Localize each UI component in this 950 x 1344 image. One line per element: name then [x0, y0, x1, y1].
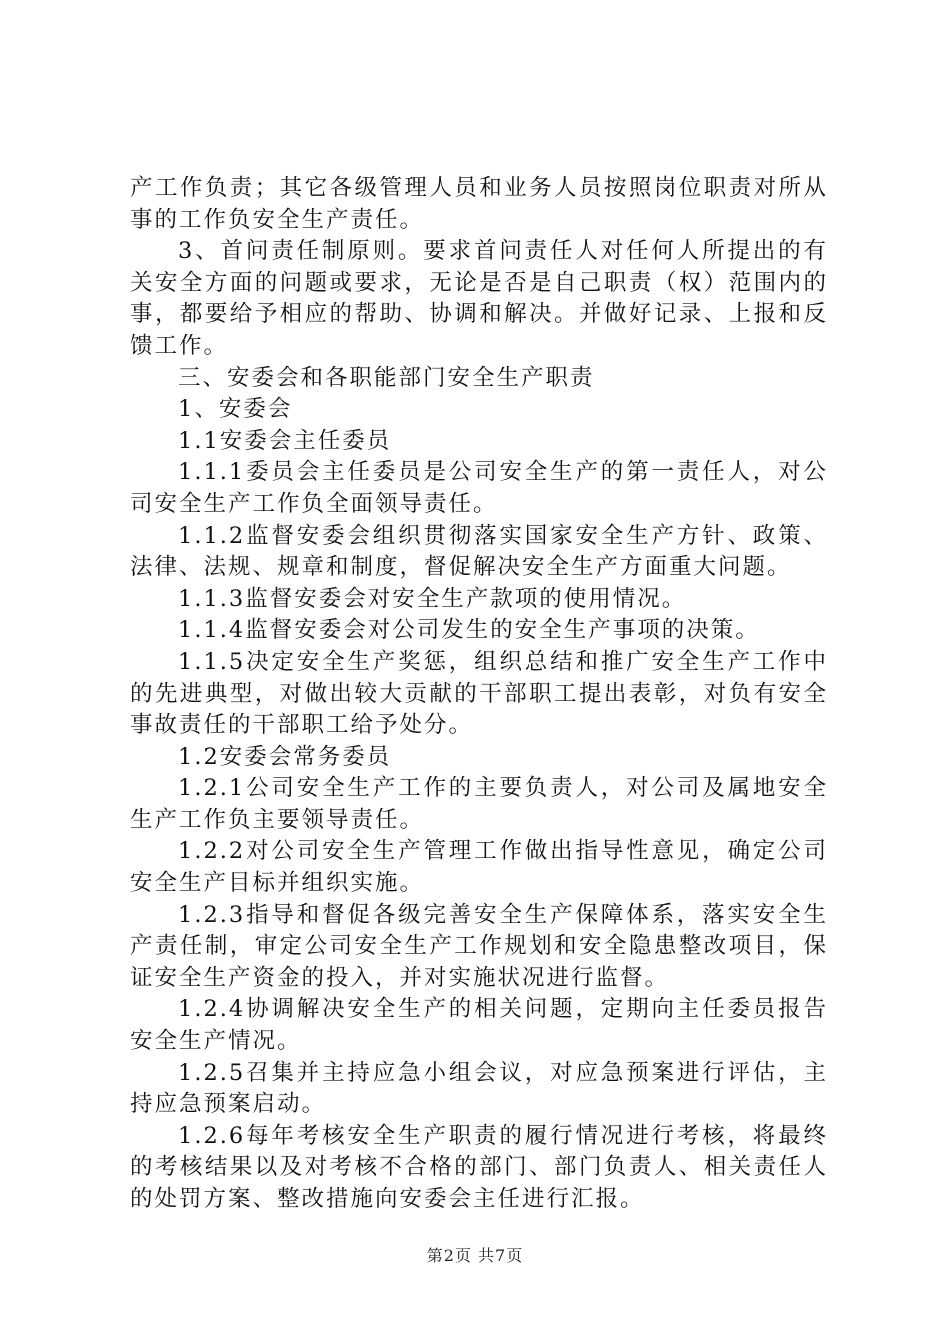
section-heading: 三、安委会和各职能部门安全生产职责	[178, 364, 595, 391]
paragraph: 1.2.1公司安全生产工作的主要负责人，对公司及属地安全生产工作负主要领导责任。	[130, 775, 828, 833]
subsection-heading: 1、安委会	[178, 396, 293, 423]
paragraph: 1.1.5决定安全生产奖惩，组织总结和推广安全生产工作中的先进典型，对做出较大贡献的干部职工提出表彰，对负有安全事故责任的干部职工给予处分。	[130, 648, 828, 739]
document-body	[130, 173, 828, 1216]
paragraph: 1.2.3指导和督促各级完善安全生产保障体系，落实安全生产责任制，审定公司安全生产工作规划和安全隐患整改项目，保证安全生产资金的投入，并对实施状况进行监督。	[130, 901, 828, 991]
paragraph: 1.2.4协调解决安全生产的相关问题，定期向主任委员报告安全生产情况。	[130, 996, 828, 1055]
subsection-heading: 1.1安委会主任委员	[178, 427, 392, 454]
paragraph: 1.2.5召集并主持应急小组会议，对应急预案进行评估，主持应急预案启动。	[130, 1059, 828, 1118]
subsection-heading: 1.2安委会常务委员	[178, 743, 392, 770]
paragraph: 1.1.3监督安委会对安全生产款项的使用情况。	[178, 585, 687, 612]
paragraph: 3、首问责任制原则。要求首问责任人对任何人所提出的有关安全方面的问题或要求，无论是否是自己职责（权）范围内的事，都要给予相应的帮助、协调和解决。并做好记录、上报和反馈工作。	[130, 238, 828, 359]
page-number-footer: 第2页 共7页	[426, 1246, 524, 1265]
paragraph: 产工作负责；其它各级管理人员和业务人员按照岗位职责对所从事的工作负安全生产责任。	[130, 175, 828, 233]
paragraph: 1.2.6每年考核安全生产职责的履行情况进行考核，将最终的考核结果以及对考核不合格的部门、部门负责人、相关责任人的处罚方案、整改措施向安委会主任进行汇报。	[130, 1122, 828, 1212]
paragraph: 1.2.2对公司安全生产管理工作做出指导性意见，确定公司安全生产目标并组织实施。	[130, 838, 828, 897]
paragraph: 1.1.1委员会主任委员是公司安全生产的第一责任人，对公司安全生产工作负全面领导责任。	[130, 459, 828, 517]
paragraph: 1.1.4监督安委会对公司发生的安全生产事项的决策。	[178, 617, 760, 644]
paragraph: 1.1.2监督安委会组织贯彻落实国家安全生产方针、政策、法律、法规、规章和制度，督促解决安全生产方面重大问题。	[130, 522, 828, 581]
